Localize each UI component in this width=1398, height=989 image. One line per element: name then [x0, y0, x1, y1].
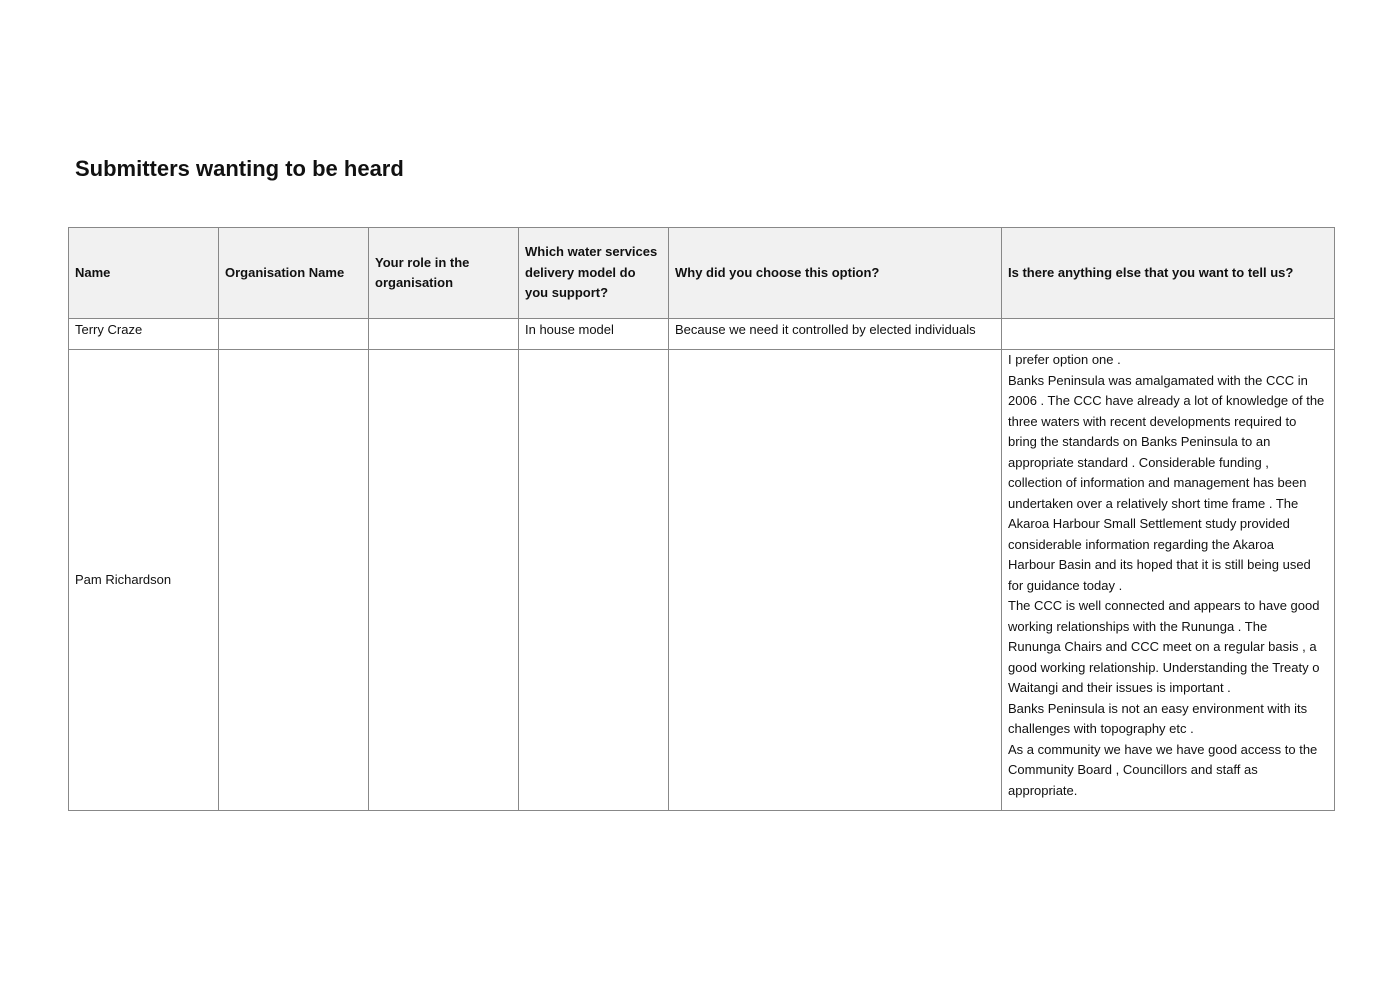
table-row	[69, 319, 1335, 350]
comment-line: 2006 . The CCC have already a lot of knowledge of the	[1008, 393, 1325, 408]
comment-line: undertaken over a relatively short time frame . The	[1008, 495, 1299, 511]
cell-role	[369, 319, 519, 350]
comment-line: considerable information regarding the Akaroa	[1008, 536, 1274, 552]
comment-line: Community Board , Councillors and staff as	[1008, 762, 1258, 777]
cell-other	[1002, 350, 1335, 811]
header-why: Why did you choose this option?	[669, 228, 1002, 319]
header-role: Your role in the organisation	[369, 228, 519, 319]
cell-name: Pam Richardson	[69, 350, 219, 811]
comment-line: for guidance today .	[1008, 577, 1123, 593]
cell-why: Because we need it controlled by elected individuals	[669, 319, 1002, 350]
comment-line: collection of information and management has been	[1008, 475, 1307, 490]
header-name: Name	[69, 228, 219, 319]
comment-line: challenges with topography etc .	[1008, 721, 1194, 736]
comment-line: working relationships with the Rununga . The	[1008, 618, 1268, 634]
comment-line: Waitangi and their issues is important .	[1008, 680, 1231, 695]
cell-model: In house model	[519, 319, 669, 350]
header-model: Which water services delivery model do you support?	[519, 228, 669, 319]
header-other: Is there anything else that you want to tell us?	[1002, 228, 1335, 319]
table-header-row	[69, 228, 1335, 319]
comment-line: appropriate.	[1008, 782, 1078, 798]
table-row	[69, 350, 1335, 811]
comment-line: Banks Peninsula is not an easy environment with its	[1008, 700, 1308, 716]
comment-line: Rununga Chairs and CCC meet on a regular basis , a	[1008, 639, 1317, 654]
header-organisation: Organisation Name	[219, 228, 369, 319]
comment-line: Banks Peninsula was amalgamated with the CCC in	[1008, 372, 1308, 388]
comment-line: As a community we have we have good access to the	[1008, 741, 1318, 757]
cell-name: Terry Craze	[69, 319, 219, 350]
submitters-table	[68, 227, 1335, 811]
comment-line: bring the standards on Banks Peninsula to an	[1008, 434, 1271, 449]
comment-line: three waters with recent developments required to	[1008, 413, 1297, 429]
cell-why	[669, 350, 1002, 811]
cell-model	[519, 350, 669, 811]
page-title: Submitters wanting to be heard	[75, 156, 404, 181]
comment-line: Harbour Basin and its hoped that it is still being used	[1008, 557, 1311, 572]
comment-line: The CCC is well connected and appears to have good	[1008, 598, 1320, 613]
comment-line: good working relationship. Understanding the Treaty o	[1008, 659, 1320, 675]
comment-line: Akaroa Harbour Small Settlement study provided	[1008, 516, 1290, 531]
comment-line: I prefer option one .	[1008, 352, 1121, 367]
cell-role	[369, 350, 519, 811]
cell-other	[1002, 319, 1335, 350]
comment-line: appropriate standard . Considerable funding ,	[1008, 454, 1269, 470]
cell-organisation	[219, 319, 369, 350]
cell-organisation	[219, 350, 369, 811]
